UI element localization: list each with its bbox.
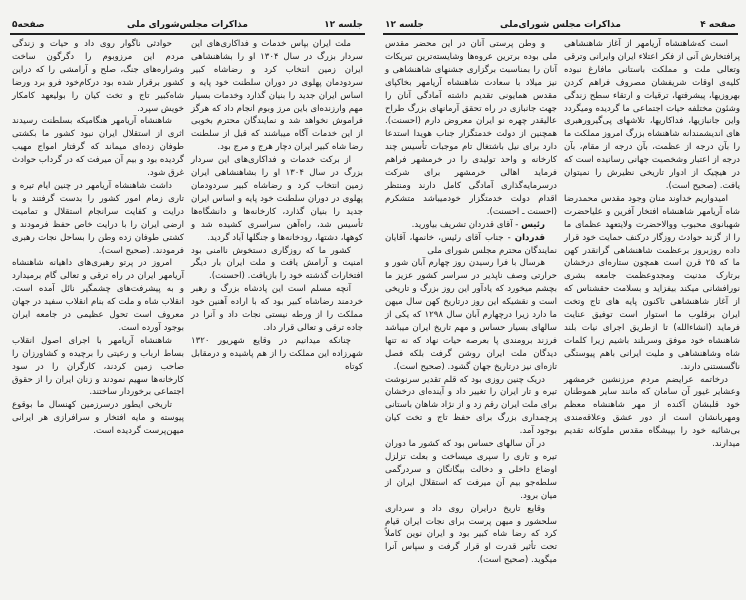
text-column-right [564,38,740,451]
paragraph: امیدواریم خداوند منان وجود مقدس محمدرضا شاه آریامهر شاهنشاه افتخار آفرین و علیاحضرت شهبانوی محبوب ووالاحضرت ولایتعهد عظمای ما را از گزند حوادث روزگار درکنف حمایت خود قرار داده روزبروز برعظمت شاهنشاهی گرانقدر کهن ما که ۲۵ قرن است همچون ستاره‌ای درخشان برتارک مدنیت ومجدوعظمت جامعه بشری نورافشانی میکند بیفزاید و بسلامت حقشناس که از آغاز شاهنشاهی تاکنون پایه های تاج وتخت ایران برقلوب ما استوار است توفیق عنایت فرماید (انشاءالله) تا ازطریق اجرای نیات بلند شاهنشاه خود موفق وسربلند باشیم زیرا کلمات شاه وشاهنشاهی و ملیت ایرانی باهم پیوستگی ناگسستنی دارند. [564,193,740,372]
paragraph: شاهنشاه آریامهر با اجرای اصول انقلاب بساط ارباب و رعیتی را برچیده و کشاورزان را صاحب زمین کردند، کارگران را در سود کارخانه‌ها سهیم نمودند و زنان ایران را از حقوق اجتماعی برخوردار ساختند. [12,335,184,398]
page-header [10,20,365,35]
paragraph: چنانکه میدانیم در وقایع شهریور ۱۳۲۰ شهرزاده این مملکت را از هم پاشیده و درمقابل کوتاه [191,335,363,372]
paragraph: هرسال با فرا رسیدن روز چهارم آبان شور و حرارتی وصف ناپذیر در سراسر کشور عزیز ما بچشم میخورد که یادآور این روز بزرگ و تاریخی است و نقشیکه این روز درتاریخ کهن سال میهن ما دارد زیرا درچهارم آبان سال ۱۲۹۸ که یکی از سالهای بسیار حساس و مهم تاریخ ایران میباشد فرزند برومندی پا بعرصه حیات نهاد که نه تنها دیدگان ملت ایران روشن گرفت بلکه فصل تازه‌ای نیز درتاریخ جهان گشود. (صحیح است). [385,258,557,372]
text-column-left [385,38,557,567]
paragraph: آنچه مسلم است این پادشاه بزرگ و رهبر خردمند رضاشاه کبیر بود که با اراده آهنین خود مملکت را از ورطه نیستی نجات داد و آنرا در جاده ترقی و تعالی قرار داد. [191,284,363,333]
paragraph: شاهنشاه آریامهر هنگامیکه بسلطنت رسیدند اثری از استقلال ایران نبود کشور ما بکشتی طوفان زده‌ای میماند که گرفتار امواج مهیب گردیده بود و بیم آن میرفت که در گرداب حوادث غرق شود. [12,116,184,179]
text-column-right [191,38,363,374]
paragraph: و وطن پرستی آنان در این محضر مقدس ملی بوده برترین عروه‌ها وشایسته‌ترین تبریکات آنان را بمناسبت برگزاری جشنهای شاهنشاهی و نیز میلاد با سعادت شاهنشاه آریامهر بخاکپای مقدس همایونی تقدیم داشته آمادگی آنان را جهت جانبازی در راه تحقق آرمانهای بزرگ طراح عالیقدر چهره نو ایران معروض دارم (احسنت). همچنین از دولت خدمتگزار جناب هویدا استدعا دارد برای نیل باشتغال تام موجبات تأسیس چند کارخانه و واحد تولیدی را در خرمشهر فراهم فرماید اهالی خرمشهر برای شرکت درسرمایه‌گذاری آمادگی کامل دارند ومنتظر اقدام دولت خدمتگزار خودمیباشد متشکرم (احسنت ـ احسنت). [385,39,557,217]
page-number: صفحه ۴ [700,20,736,30]
paragraph: امروز در پرتو رهبری‌های داهیانه شاهنشاه آریامهر ایران در راه ترقی و تعالی گام برمیدارد و به پیشرفت‌های چشمگیر نائل آمده است. انقلاب شاه و ملت که بنام انقلاب سفید در جهان معروف است تحول عظیمی در جامعه ایران بوجود آورده است. [12,258,184,333]
page-header [383,20,738,35]
paragraph: دریک چنین روزی بود که قلم تقدیر سرنوشت تیره و تار ایران را تغییر داد و آینده‌ای درخشان برای ملت ایران رقم زد و از نژاد شاهان باستانی پرچمداری بزرگ برای حفظ تاج و تخت کیان بوجود آمد. [385,374,557,437]
session-number: جلسه ۱۲ [324,20,363,30]
text-column-left [12,38,184,438]
paragraph: از برکت خدمات و فداکاری‌های این سردار بزرگ در سال ۱۳۰۴ او را بشاهنشاهی ایران زمین انتخاب کرد و رضاشاه کبیر سردودمان پهلوی در دوران سلطنت خود پایه و اساس ایران جدید را بنیان گذارد، کارخانه‌ها و دانشگاه‌ها تأسیس شد، راه‌آهن سراسری کشیده شد و کوهها، دشتها، رودخانه‌ها و جنگلها آباد گردید. [191,155,363,243]
paragraph: حوادثی ناگوار روی داد و حیات و زندگی مردم این مرزوبوم را دگرگون ساخت وشراره‌های جنگ، صلح و آرامشی را که دراین کشور برقرار شده بود درکام‌خود فرو برد ورضا شاه‌کبیر تاج و تخت کیان را بولیعهد کامکار خویش سپرد. [12,39,184,114]
paragraph: در آن سالهای حساس بود که کشور ما دوران تیره و تاری را سپری میساخت و بعلت تزلزل اوضاع داخلی و دخالت بیگانگان و سردرگمی سلطه‌جو بیم آن میرفت که استقلال ایران از میان برود. [385,439,557,501]
speaker-line: رئیس - آقای قدردان تشریف بیاورید. [411,219,545,230]
paragraph: وقایع تاریخ درایران روی داد و سرداری سلحشور و میهن پرست برای نجات ایران قیام کرد که رضا شاه کبیر بود و ایران نوین کاملاً تحت تأثیر قدرت او قرار گرفت و سپاس آنرا میگوید. (صحیح است). [385,503,557,566]
paragraph: درخاتمه عرایضم مردم مرزنشین خرمشهر وعشایر غیور آن سامان که مانند سایر هموطنان خود قلبشان آکنده از مهر شاهنشاه معظم ومهربانشان است از دور عشق وعلاقه‌مندی بی‌شائبه خود را بپیشگاه مقدس ملوکانه تقدیم میدارند. [564,374,740,450]
page-number: صفحه۵ [12,20,45,30]
paragraph: است که‌شاهنشاه آریامهر از آغاز شاهنشاهی پرافتخارش آنی از فکر اعتلاء ایران وایرانی وترقی وتعالی ملت و مملکت باستانی مافارغ نبوده کلیه‌ی اوقات شریفشان مصروف فراهم کردن بهروزیها، پیشرفتها، ترقیات و ارتقاء سطح زندگی وشئون مختلفه حیات اجتماعی ما گردیده ومیگردد واین جانبازیها، فداکاریها، تلاشهای پی‌گیرورهبری های اندیشمندانه شاهنشاه بزرگ امروز مملکت ما را بآن درجه از عظمت، بآن درجه از مقام، بآن درجه از اعتبار وشخصیت جهانی رسانیده است که در هیچیک از ادوار تاریخی نظیرش را نمیتوان یافت. (صحیح است). [564,39,740,191]
running-title: مذاکرات مجلس شورای‌ملی [500,20,621,30]
speaker-line: قدردان - جناب آقای رئیس، خانمها، آقایان نمایندگان محترم مجلس شورای ملی [385,232,557,256]
paragraph: داشت شاهنشاه آریامهر در چنین ایام تیره و تاری زمام امور کشور را بدست گرفتند و با درایت و کفایت سرانجام استقلال و تمامیت ارضی ایران را با درایت خاص حفظ فرمودند و کشتی طوفان زده وطن را بساحل نجات رهبری فرمودند. (صحیح است). [12,180,184,256]
paragraph: ملت ایران بپاس خدمات و فداکاری‌های این سردار بزرگ در سال ۱۳۰۴ او را بشاهنشاهی ایران زمین انتخاب کرد و رضاشاه کبیر سردودمان پهلوی در دوران سلطنت خود پایه و اساس ایران جدید را بنیان گذارد وخدمات بسیار مهم وارزنده‌ای باین مرز وبوم انجام داد که هرگز فراموش نخواهد شد و نمایندگان محترم بخوبی از این خدمات آگاه میباشند که قبل از سلطنت رضا شاه کبیر ایران دچار هرج و مرج بود. [191,39,363,153]
paragraph: کشور ما که روزگاری دستخوش ناامنی بود امنیت و آرامش یافت و ملت ایران بار دیگر افتخارات گذشته خود را بازیافت. (احسنت). [191,245,363,282]
session-number: جلسه ۱۲ [385,20,424,30]
paragraph: تاریخی ایطور درسرزمین کهنسال ما بوقوع پیوسته و مایه افتخار و سرافرازی هر ایرانی میهن‌پرست گردیده است. [12,400,184,437]
running-title: مذاکرات مجلس‌شورای ملی [127,20,248,30]
